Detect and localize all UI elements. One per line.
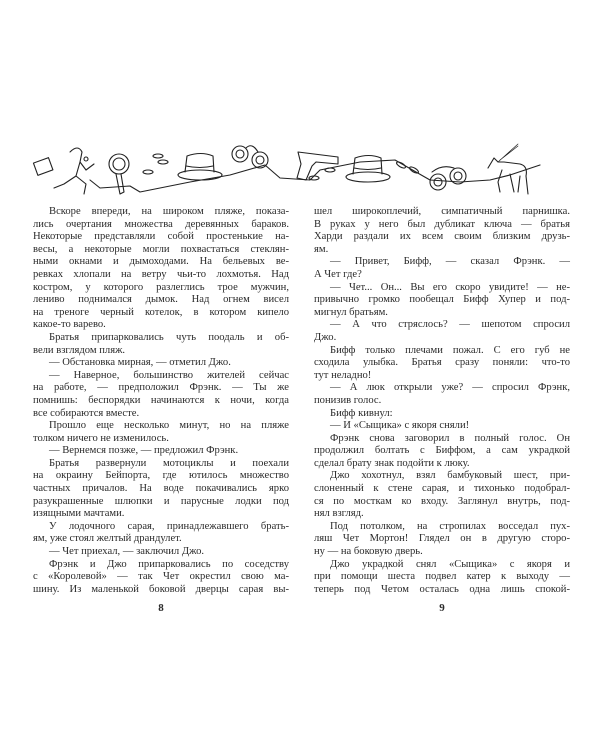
paragraph (314, 470, 570, 520)
text-line: Харди раздали их всем своим близким друзь- (314, 231, 570, 243)
paragraph (314, 521, 570, 559)
text-line: Джо хохотнул, взял бамбуковый шест, при- (330, 470, 570, 482)
text-line: Бифф кивнул: (330, 407, 393, 419)
running-detective-icon (33, 148, 94, 194)
paragraph (314, 282, 570, 320)
text-line: — А люк открыли уже? — спросил Фрэнк, (330, 382, 570, 394)
text-line: привычно громко пообещал Бифф Хупер и под- (314, 294, 570, 306)
text-line: при помощи шеста подвел катер к выходу — (314, 571, 570, 583)
text-line: лениво поднимался дымок. Над огнем висел (33, 294, 289, 306)
paragraph (33, 206, 289, 332)
dog-icon (488, 144, 528, 194)
text-line: все собираются вместе. (33, 407, 140, 419)
text-line: Прошло еще несколько минут, но на пляже (49, 420, 289, 432)
paragraph (314, 408, 570, 421)
text-line: на окраину Бейпорта, где ютилось множество (33, 470, 289, 482)
text-line: Бифф только плечами пожал. С его губ не (330, 344, 570, 356)
text-line: лись очертания множества деревянных бараков. (33, 218, 289, 230)
text-line: на работе, — предположил Фрэнк. — Ты же (33, 382, 289, 394)
paragraph (314, 433, 570, 471)
paragraph (314, 345, 570, 383)
paragraph (33, 559, 289, 597)
text-line: Братья развернули мотоциклы и поехали (49, 457, 289, 469)
text-line: А Чет где? (314, 268, 362, 280)
text-line: ну — на боковую дверь. (314, 546, 423, 558)
text-line: понизив голос. (314, 394, 382, 406)
hat-icon (346, 156, 390, 183)
text-line: ными окнами и дымоходами. На бельевых ве- (33, 256, 289, 268)
text-line: — Привет, Бифф, — сказал Фрэнк. — (330, 256, 570, 268)
paragraph (33, 332, 289, 357)
text-line: У лодочного сарая, принадлежавшего брать- (49, 520, 289, 532)
text-line: сделал брату знак подойти к люку. (314, 457, 470, 469)
text-line: — Чет приехал, — заключил Джо. (49, 546, 205, 558)
paragraph (33, 420, 289, 445)
text-line: вели взглядом пляж. (33, 344, 126, 356)
text-line: теперь под Четом осталась одна лишь спокой- (314, 583, 570, 595)
text-line: ляш Чет Мортон! Глядел он в другую сторо- (314, 533, 570, 545)
text-line: Фрэнк снова заговорил в полный голос. Он (330, 432, 570, 444)
text-line: с «Королевой» — так Чет окрестил свою ма- (33, 571, 289, 583)
page-9-text (314, 206, 570, 596)
paragraph (314, 319, 570, 344)
text-line: Фрэнк и Джо припарковались по соседству (49, 558, 289, 570)
page-8-text (33, 206, 289, 596)
paragraph (33, 458, 289, 521)
page-number: 8 (158, 602, 164, 614)
text-line: ям, уже стоял желтый драндулет. (33, 533, 182, 545)
text-line: Джо. (314, 331, 337, 343)
text-line: Некоторые представляли собой простенькие на- (33, 231, 289, 243)
text-line: — Вернемся позже, — предложил Фрэнк. (49, 445, 239, 457)
text-line: сходила улыбка. Братья сразу поняли: что-то (314, 357, 570, 369)
text-line: тут неладно! (314, 369, 372, 381)
text-line: Вскоре впереди, на широком пляже, показа- (49, 206, 289, 217)
text-line: ся по мосткам ко входу. Заглянул внутрь, под- (314, 495, 570, 507)
text-line: В руках у него был дубликат ключа — братья (314, 218, 570, 230)
text-line: Под потолком, на стропилах восседал пух- (330, 520, 570, 532)
paragraph (314, 559, 570, 597)
page-number: 9 (439, 602, 445, 614)
text-line: — И «Сыщика» с якоря сняли! (330, 420, 470, 432)
text-line: шину. Из маленькой боковой дверцы сарая вы- (33, 583, 289, 595)
binoculars-icon (232, 146, 268, 168)
paragraph (314, 256, 570, 281)
paragraph (314, 206, 570, 256)
text-line: нял взгляд. (314, 508, 364, 520)
paragraph (33, 445, 289, 458)
text-line: костром, у которого разлеглись трое мужчин, (33, 281, 289, 293)
hat-icon (178, 154, 222, 181)
text-line: ям. (314, 243, 329, 255)
text-line: разукрашенные шлюпки и парусные лодки под (33, 495, 289, 507)
pistol-icon (297, 152, 338, 180)
footprints-icon (143, 154, 168, 174)
text-line: толком ничего не изменилось. (33, 432, 169, 444)
text-line: ревках хлопали на ветру чьи-то лохмотья. Над (33, 268, 289, 280)
text-line: — Обстановка мирная, — отметил Джо. (49, 357, 231, 369)
paragraph (33, 370, 289, 420)
text-line: частных причалов. На воде покачивались ярко (33, 483, 289, 495)
text-line: помнишь: беспорядки начинаются к ночи, когда (33, 394, 289, 406)
paragraph (314, 382, 570, 407)
magnifier-icon (109, 154, 129, 194)
text-line: на треноге черный котелок, в котором кипело (33, 306, 289, 318)
paragraph (33, 546, 289, 559)
text-line: какое-то варево. (33, 319, 106, 331)
paragraph (314, 420, 570, 433)
paragraph (33, 357, 289, 370)
text-line: продолжил болтать с Биффом, а сам украдкой (314, 445, 570, 457)
paragraph (33, 521, 289, 546)
decorative-banner (20, 120, 580, 205)
text-line: — А что стряслось? — шепотом спросил (330, 319, 570, 331)
text-line: мигнул братьям. (314, 306, 388, 318)
text-line: Братья припарковались чуть поодаль и об- (49, 331, 289, 343)
text-line: изящными мачтами. (33, 508, 125, 520)
binoculars-icon (430, 167, 466, 190)
text-line: — Наверное, большинство жителей сейчас (49, 369, 289, 381)
text-line: шел широкоплечий, симпатичный парнишка. (314, 206, 570, 217)
text-line: весы, а некоторые могли похвастаться стеклян- (33, 243, 289, 255)
text-line: Джо украдкой снял «Сыщика» с якоря и (330, 558, 570, 570)
text-line: слоненный к стене сарая, и тихонько подобрал- (314, 483, 570, 495)
text-line: — Чет... Он... Вы его скоро увидите! — не- (330, 281, 570, 293)
